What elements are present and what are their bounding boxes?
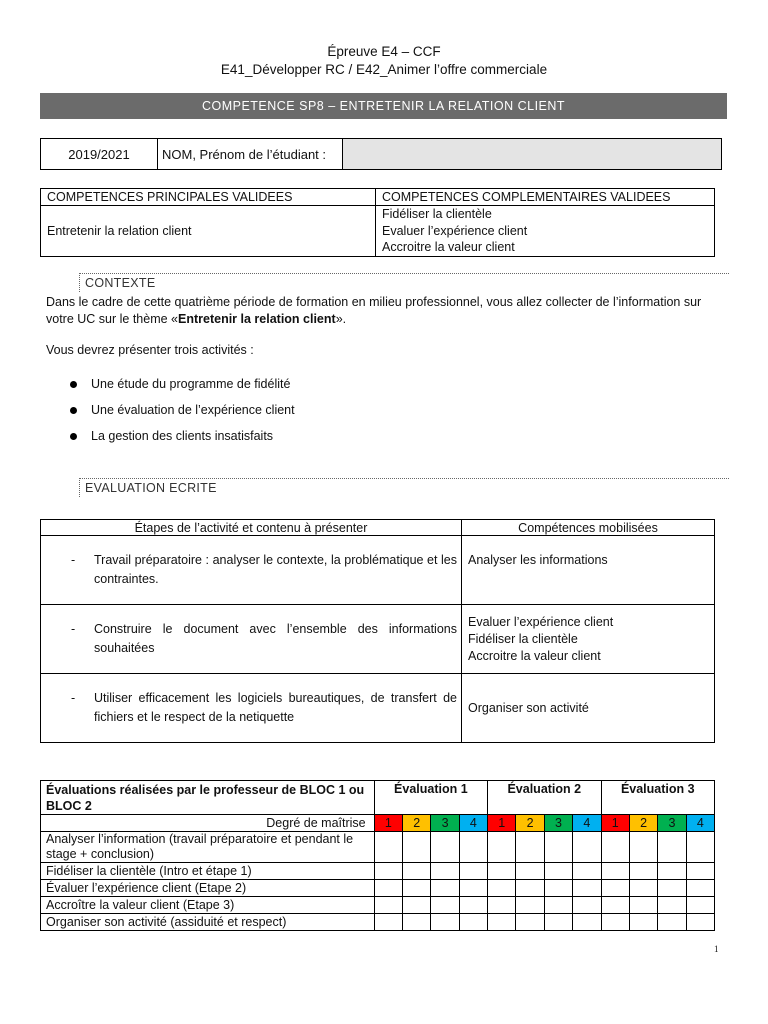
score-cell[interactable] [403, 863, 431, 880]
degree-4: 4 [459, 815, 487, 832]
activity-step [41, 674, 462, 743]
complementary-competences-header: COMPETENCES COMPLEMENTAIRES VALIDEES [376, 189, 715, 206]
year-cell: 2019/2021 [41, 139, 158, 170]
score-cell[interactable] [516, 832, 544, 863]
evaluation-criterion: Organiser son activité (assiduité et respect) [41, 914, 375, 931]
score-cell[interactable] [544, 832, 572, 863]
score-cell[interactable] [516, 880, 544, 897]
score-cell[interactable] [459, 863, 487, 880]
contexte-intro: Vous devrez présenter trois activités : [46, 343, 254, 357]
page-number: 1 [714, 944, 719, 954]
score-cell[interactable] [488, 863, 516, 880]
score-cell[interactable] [686, 880, 714, 897]
score-cell[interactable] [374, 914, 402, 931]
score-cell[interactable] [431, 832, 459, 863]
score-cell[interactable] [431, 863, 459, 880]
score-cell[interactable] [658, 832, 686, 863]
score-cell[interactable] [403, 914, 431, 931]
score-cell[interactable] [431, 897, 459, 914]
score-cell[interactable] [374, 863, 402, 880]
complementary-competence: Evaluer l’expérience client [382, 223, 528, 238]
score-cell[interactable] [573, 832, 601, 863]
contexte-text-end: ». [335, 312, 347, 326]
document-subtitle: E41_Développer RC / E42_Animer l’offre commerciale [220, 62, 548, 77]
degree-3: 3 [544, 815, 572, 832]
evaluation-criterion: Évaluer l’expérience client (Etape 2) [41, 880, 375, 897]
contexte-theme: Entretenir la relation client [178, 312, 336, 326]
score-cell[interactable] [601, 832, 629, 863]
complementary-competence: Accroitre la valeur client [382, 240, 515, 254]
score-cell[interactable] [629, 863, 657, 880]
score-cell[interactable] [516, 914, 544, 931]
degree-1: 1 [601, 815, 629, 832]
activities-header-competences: Compétences mobilisées [462, 520, 715, 536]
score-cell[interactable] [374, 897, 402, 914]
degree-2: 2 [403, 815, 431, 832]
degree-label: Degré de maîtrise [41, 815, 375, 832]
score-cell[interactable] [629, 914, 657, 931]
bullet-item [70, 403, 295, 417]
evaluation-criterion: Fidéliser la clientèle (Intro et étape 1) [41, 863, 375, 880]
score-cell[interactable] [686, 863, 714, 880]
score-cell[interactable] [431, 880, 459, 897]
bullet-text: La gestion des clients insatisfaits [91, 429, 274, 443]
evaluation-2-header: Évaluation 2 [488, 781, 601, 815]
score-cell[interactable] [601, 863, 629, 880]
dash: - [71, 691, 76, 705]
degree-3: 3 [658, 815, 686, 832]
activities-header-steps: Étapes de l’activité et contenu à présenter [41, 520, 462, 536]
score-cell[interactable] [686, 914, 714, 931]
complementary-competences [376, 206, 715, 257]
score-cell[interactable] [601, 880, 629, 897]
contexte-text: Dans le cadre de cette quatrième période de formation en milieu professionnel, vous allez collecter de l’information sur votre UC sur le thème « [46, 295, 702, 326]
score-cell[interactable] [488, 832, 516, 863]
bullet-item [70, 377, 290, 391]
dash: - [71, 553, 76, 567]
degree-4: 4 [573, 815, 601, 832]
score-cell[interactable] [488, 914, 516, 931]
score-cell[interactable] [601, 914, 629, 931]
score-cell[interactable] [516, 863, 544, 880]
student-name-label: NOM, Prénom de l’étudiant : [158, 139, 343, 170]
score-cell[interactable] [374, 880, 402, 897]
score-cell[interactable] [459, 832, 487, 863]
main-competence: Entretenir la relation client [41, 206, 376, 257]
score-cell[interactable] [629, 832, 657, 863]
contexte-paragraph [46, 294, 726, 328]
competence-banner: COMPETENCE SP8 – ENTRETENIR LA RELATION CLIENT [40, 93, 727, 119]
evaluation-criterion: Analyser l’information (travail préparatoire et pendant le stage + conclusion) [41, 832, 375, 863]
dash: - [71, 622, 76, 636]
score-cell[interactable] [658, 863, 686, 880]
bullet-text: Une étude du programme de fidélité [91, 377, 291, 391]
score-cell[interactable] [459, 914, 487, 931]
activities-table [40, 519, 715, 743]
bullet-item [70, 429, 273, 443]
score-cell[interactable] [431, 914, 459, 931]
score-cell[interactable] [573, 897, 601, 914]
score-cell[interactable] [686, 832, 714, 863]
score-cell[interactable] [488, 897, 516, 914]
degree-4: 4 [686, 815, 714, 832]
score-cell[interactable] [544, 880, 572, 897]
score-cell[interactable] [544, 914, 572, 931]
bullet-text: Une évaluation de l’expérience client [91, 403, 295, 417]
score-cell[interactable] [403, 897, 431, 914]
score-cell[interactable] [658, 897, 686, 914]
score-cell[interactable] [403, 880, 431, 897]
score-cell[interactable] [658, 914, 686, 931]
degree-2: 2 [629, 815, 657, 832]
score-cell[interactable] [374, 832, 402, 863]
score-cell[interactable] [629, 897, 657, 914]
activity-step [41, 605, 462, 674]
activity-competences [462, 536, 715, 605]
activity-competence: Fidéliser la clientèle [468, 631, 578, 646]
score-cell[interactable] [629, 880, 657, 897]
score-cell[interactable] [516, 897, 544, 914]
activity-step-text: Utiliser efficacement les logiciels bureautiques, de transfert de fichiers et le respect de la netiquette [94, 691, 457, 724]
evaluation-ecrite-heading: EVALUATION ECRITE [79, 478, 729, 497]
degree-1: 1 [374, 815, 402, 832]
activity-competence: Analyser les informations [468, 553, 608, 567]
degree-1: 1 [488, 815, 516, 832]
bullet-icon [70, 407, 77, 414]
score-cell[interactable] [573, 914, 601, 931]
bullet-icon [70, 381, 77, 388]
score-cell[interactable] [488, 880, 516, 897]
score-cell[interactable] [403, 832, 431, 863]
score-cell[interactable] [601, 897, 629, 914]
activity-competences [462, 605, 715, 674]
activity-step [41, 536, 462, 605]
score-cell[interactable] [573, 880, 601, 897]
score-cell[interactable] [459, 880, 487, 897]
score-cell[interactable] [544, 863, 572, 880]
student-name-field[interactable] [343, 139, 722, 170]
main-competences-header: COMPETENCES PRINCIPALES VALIDEES [41, 189, 376, 206]
evaluation-3-header: Évaluation 3 [601, 781, 714, 815]
activity-competence: Organiser son activité [468, 700, 589, 715]
complementary-competence: Fidéliser la clientèle [382, 207, 492, 221]
evaluation-1-header: Évaluation 1 [374, 781, 487, 815]
score-cell[interactable] [686, 897, 714, 914]
score-cell[interactable] [544, 897, 572, 914]
activity-step-text: Travail préparatoire : analyser le contexte, la problématique et les contraintes. [94, 553, 457, 586]
evaluation-criterion: Accroître la valeur client (Etape 3) [41, 897, 375, 914]
evaluations-table [40, 780, 715, 931]
activity-competence: Accroitre la valeur client [468, 648, 601, 663]
degree-2: 2 [516, 815, 544, 832]
score-cell[interactable] [658, 880, 686, 897]
document-title: Épreuve E4 – CCF [327, 44, 441, 59]
competences-table [40, 188, 715, 257]
score-cell[interactable] [573, 863, 601, 880]
bullet-icon [70, 433, 77, 440]
activity-competences [462, 674, 715, 743]
student-table [40, 138, 722, 170]
activity-competence: Evaluer l’expérience client [468, 614, 614, 629]
score-cell[interactable] [459, 897, 487, 914]
degree-3: 3 [431, 815, 459, 832]
activity-step-text: Construire le document avec l’ensemble des informations souhaitées [94, 622, 457, 655]
contexte-heading: CONTEXTE [79, 273, 729, 292]
evaluations-header: Évaluations réalisées par le professeur de BLOC 1 ou BLOC 2 [41, 781, 375, 815]
